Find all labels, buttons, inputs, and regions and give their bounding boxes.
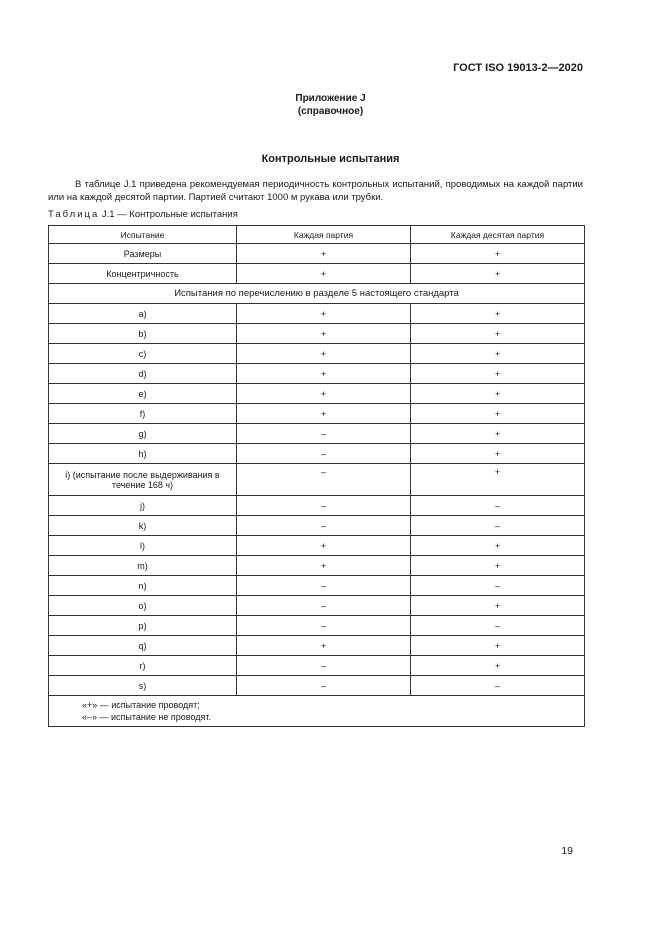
- intro-paragraph: В таблице J.1 приведена рекомендуемая периодичность контрольных испытаний, проводимых на каждой партии или на каждой десятой партии. Партией считают 1000 м рукава или трубки.: [48, 179, 583, 203]
- each-batch-cell: +: [237, 324, 411, 344]
- each-batch-cell: +: [237, 364, 411, 384]
- table-caption-text: J.1 — Контрольные испытания: [99, 209, 238, 220]
- each-batch-cell: –: [237, 656, 411, 676]
- each-batch-cell: +: [237, 244, 411, 264]
- each-batch-cell: +: [237, 344, 411, 364]
- test-cell: s): [49, 676, 237, 696]
- section-title: Контрольные испытания: [261, 153, 400, 165]
- tenth-batch-cell: +: [411, 556, 585, 576]
- tenth-batch-cell: +: [411, 384, 585, 404]
- tenth-batch-cell: +: [411, 656, 585, 676]
- each-batch-cell: –: [237, 576, 411, 596]
- test-cell: f): [49, 404, 237, 424]
- tenth-batch-cell: +: [411, 596, 585, 616]
- table-row: [49, 516, 585, 536]
- each-batch-cell: +: [237, 384, 411, 404]
- table-row: [49, 464, 585, 496]
- each-batch-cell: +: [237, 304, 411, 324]
- test-cell: m): [49, 556, 237, 576]
- each-batch-cell: –: [237, 496, 411, 516]
- test-cell: b): [49, 324, 237, 344]
- table-row: [49, 304, 585, 324]
- each-batch-cell: +: [237, 404, 411, 424]
- test-cell: e): [49, 384, 237, 404]
- note-minus-legend: «–» — испытание не проводят.: [82, 712, 212, 722]
- table-header-row: [49, 226, 585, 244]
- table-row: [49, 496, 585, 516]
- test-cell: d): [49, 364, 237, 384]
- tenth-batch-cell: +: [411, 444, 585, 464]
- tenth-batch-cell: +: [411, 304, 585, 324]
- annex-title: Приложение J: [295, 93, 366, 104]
- table-row: [49, 324, 585, 344]
- annex-heading: [0, 92, 661, 118]
- table-notes: [49, 696, 585, 727]
- each-batch-cell: +: [237, 556, 411, 576]
- tenth-batch-cell: +: [411, 404, 585, 424]
- table-row: [49, 676, 585, 696]
- column-header-test: Испытание: [49, 226, 237, 244]
- table-row: [49, 596, 585, 616]
- each-batch-cell: +: [237, 264, 411, 284]
- note-plus-legend: «+» — испытание проводят;: [82, 700, 200, 710]
- table-row: [49, 636, 585, 656]
- each-batch-cell: –: [237, 676, 411, 696]
- each-batch-cell: –: [237, 424, 411, 444]
- test-cell: c): [49, 344, 237, 364]
- table-notes-row: [49, 696, 585, 727]
- table-row: [49, 404, 585, 424]
- test-cell: o): [49, 596, 237, 616]
- tenth-batch-cell: +: [411, 344, 585, 364]
- table-caption: [48, 209, 238, 220]
- table-row: [49, 424, 585, 444]
- tenth-batch-cell: –: [411, 576, 585, 596]
- each-batch-cell: –: [237, 616, 411, 636]
- tenth-batch-cell: +: [411, 244, 585, 264]
- test-cell: g): [49, 424, 237, 444]
- table-subheader: Испытания по перечислению в разделе 5 настоящего стандарта: [49, 284, 585, 304]
- each-batch-cell: +: [237, 636, 411, 656]
- test-cell: j): [49, 496, 237, 516]
- test-cell: i) (испытание после выдерживания в течение 168 ч): [49, 464, 237, 496]
- tests-table: [48, 225, 585, 727]
- table-row: [49, 656, 585, 676]
- test-cell: p): [49, 616, 237, 636]
- annex-subtitle: (справочное): [297, 106, 364, 117]
- tenth-batch-cell: +: [411, 324, 585, 344]
- each-batch-cell: –: [237, 464, 411, 496]
- test-cell: n): [49, 576, 237, 596]
- table-row: [49, 536, 585, 556]
- table-row: [49, 364, 585, 384]
- tenth-batch-cell: +: [411, 364, 585, 384]
- table-row: [49, 444, 585, 464]
- tenth-batch-cell: –: [411, 616, 585, 636]
- each-batch-cell: –: [237, 596, 411, 616]
- tenth-batch-cell: +: [411, 464, 585, 496]
- page-number: 19: [561, 845, 573, 857]
- test-cell: Концентричность: [49, 264, 237, 284]
- test-cell: q): [49, 636, 237, 656]
- table-row: [49, 556, 585, 576]
- tenth-batch-cell: +: [411, 536, 585, 556]
- table-caption-prefix: Таблица: [48, 209, 100, 220]
- table-row: [49, 344, 585, 364]
- table-row: [49, 576, 585, 596]
- table-row: [49, 244, 585, 264]
- tenth-batch-cell: +: [411, 636, 585, 656]
- each-batch-cell: –: [237, 516, 411, 536]
- test-cell: a): [49, 304, 237, 324]
- each-batch-cell: +: [237, 536, 411, 556]
- table-subheader-row: [49, 284, 585, 304]
- tenth-batch-cell: +: [411, 264, 585, 284]
- table-row: [49, 264, 585, 284]
- document-code: ГОСТ ISO 19013-2—2020: [453, 62, 583, 74]
- table-row: [49, 616, 585, 636]
- tenth-batch-cell: –: [411, 676, 585, 696]
- tenth-batch-cell: –: [411, 516, 585, 536]
- test-cell: l): [49, 536, 237, 556]
- table-row: [49, 384, 585, 404]
- test-cell: Размеры: [49, 244, 237, 264]
- column-header-every-tenth-batch: Каждая десятая партия: [411, 226, 585, 244]
- test-cell: r): [49, 656, 237, 676]
- test-cell: h): [49, 444, 237, 464]
- column-header-each-batch: Каждая партия: [237, 226, 411, 244]
- each-batch-cell: –: [237, 444, 411, 464]
- tenth-batch-cell: –: [411, 496, 585, 516]
- tenth-batch-cell: +: [411, 424, 585, 444]
- test-cell: k): [49, 516, 237, 536]
